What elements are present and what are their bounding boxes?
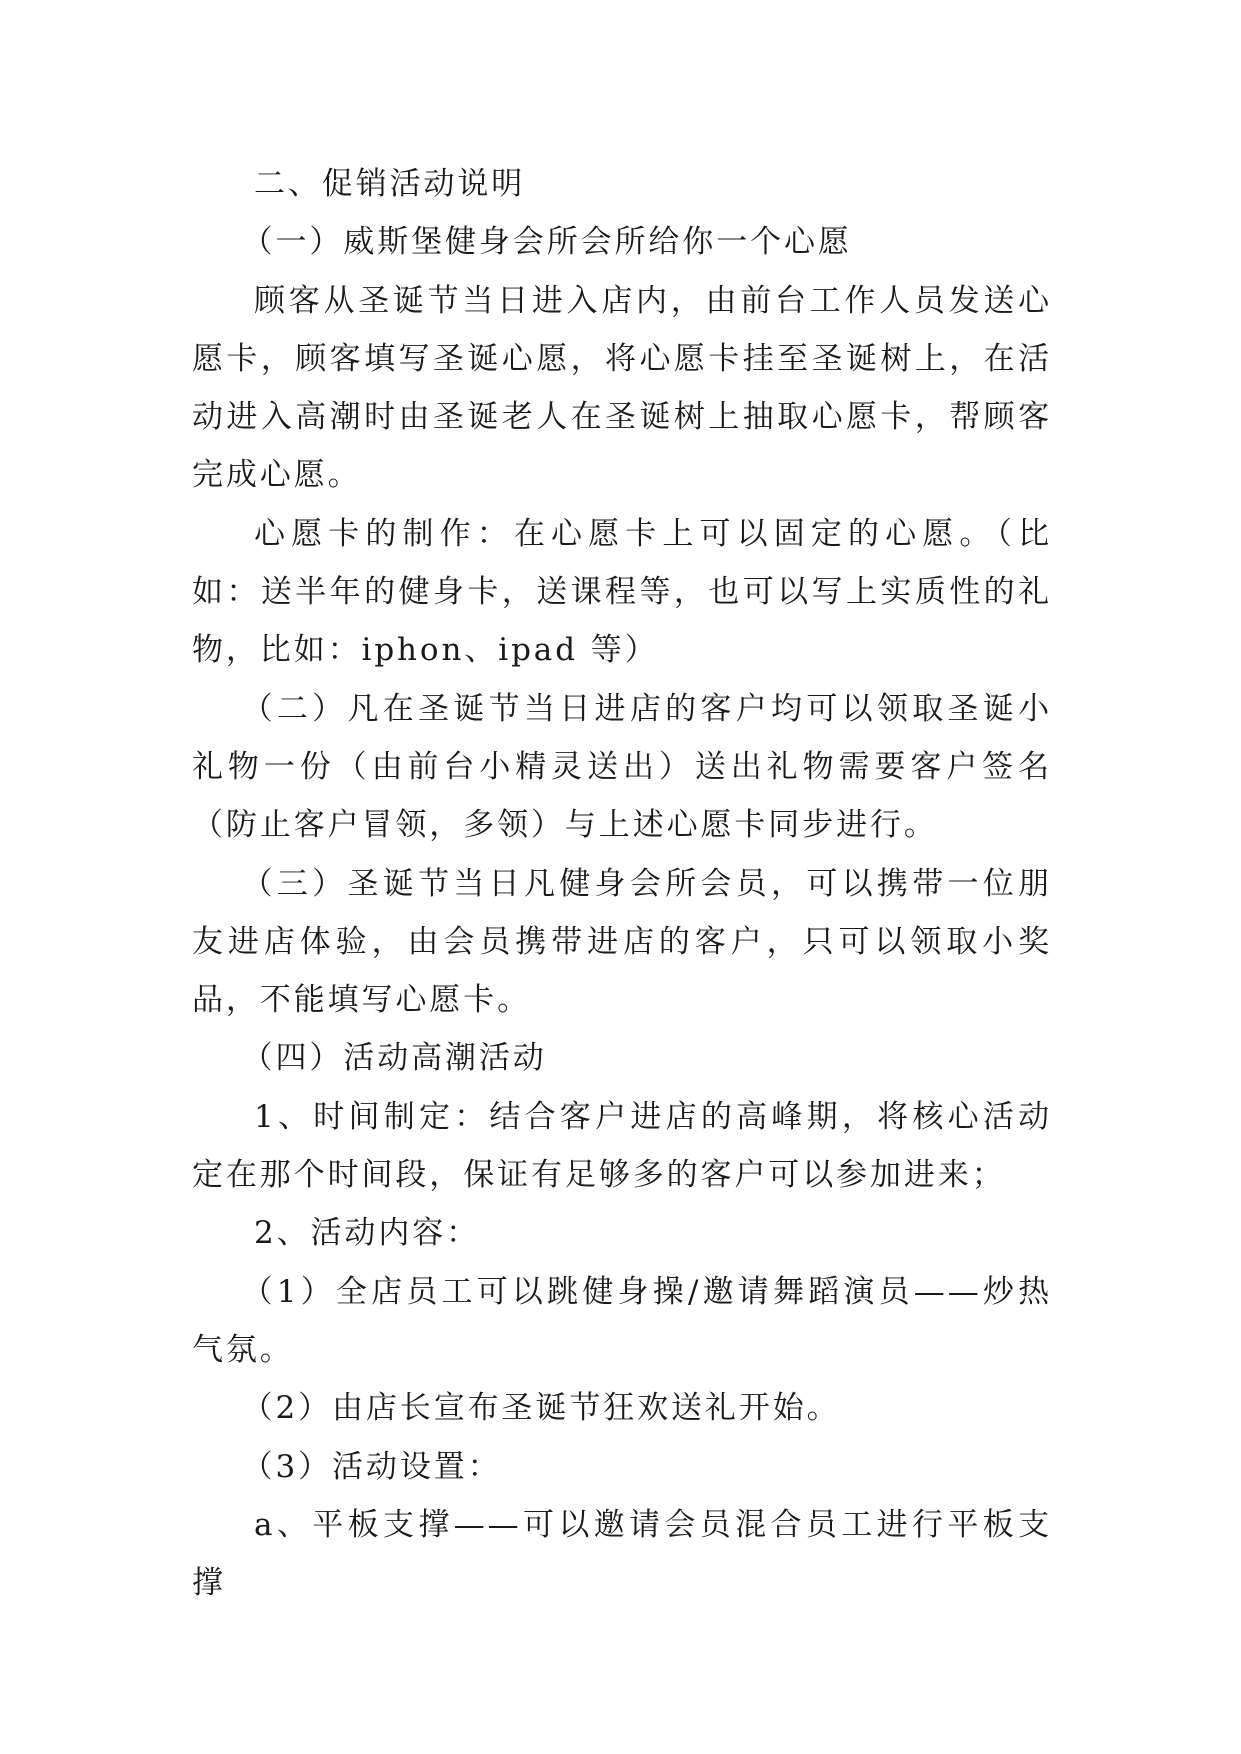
section-heading: 二、促销活动说明 [254,166,526,202]
list-item-3: （3）活动设置： [241,1448,502,1485]
document-body [192,155,1052,1612]
paragraph-gift: （二）凡在圣诞节当日进店的客户均可以领取圣诞小礼物一份（由前台小精灵送出）送出礼物需要客户签名（防止客户冒领，多领）与上述心愿卡同步进行。 [192,690,1052,844]
paragraph-content-heading: 2、活动内容： [254,1215,481,1252]
paragraph-plank: a、平板支撑——可以邀请会员混合员工进行平板支撑 [192,1506,1052,1602]
list-item-2: （2）由店长宣布圣诞节狂欢送礼开始。 [241,1390,841,1427]
paragraph-member-friend: （三）圣诞节当日凡健身会所会员，可以携带一位朋友进店体验，由会员携带进店的客户，只可以领取小奖品，不能填写心愿卡。 [192,865,1052,1019]
paragraph-time: 1、时间制定：结合客户进店的高峰期，将核心活动定在那个时间段，保证有足够多的客户可以参加进来； [192,1098,1052,1194]
paragraph-wish-card-making: 心愿卡的制作：在心愿卡上可以固定的心愿。（比如：送半年的健身卡，送课程等，也可以写上实质性的礼物，比如：iphon、ipad 等） [192,515,1052,669]
paragraph-wish-card: 顾客从圣诞节当日进入店内，由前台工作人员发送心愿卡，顾客填写圣诞心愿，将心愿卡挂至圣诞树上，在活动进入高潮时由圣诞老人在圣诞树上抽取心愿卡，帮顾客完成心愿。 [192,282,1052,494]
subsection-heading-1: （一）威斯堡健身会所会所给你一个心愿 [241,224,852,261]
subsection-heading-4: （四）活动高潮活动 [241,1040,547,1077]
list-item-1: （1）全店员工可以跳健身操/邀请舞蹈演员——炒热气氛。 [192,1273,1052,1368]
